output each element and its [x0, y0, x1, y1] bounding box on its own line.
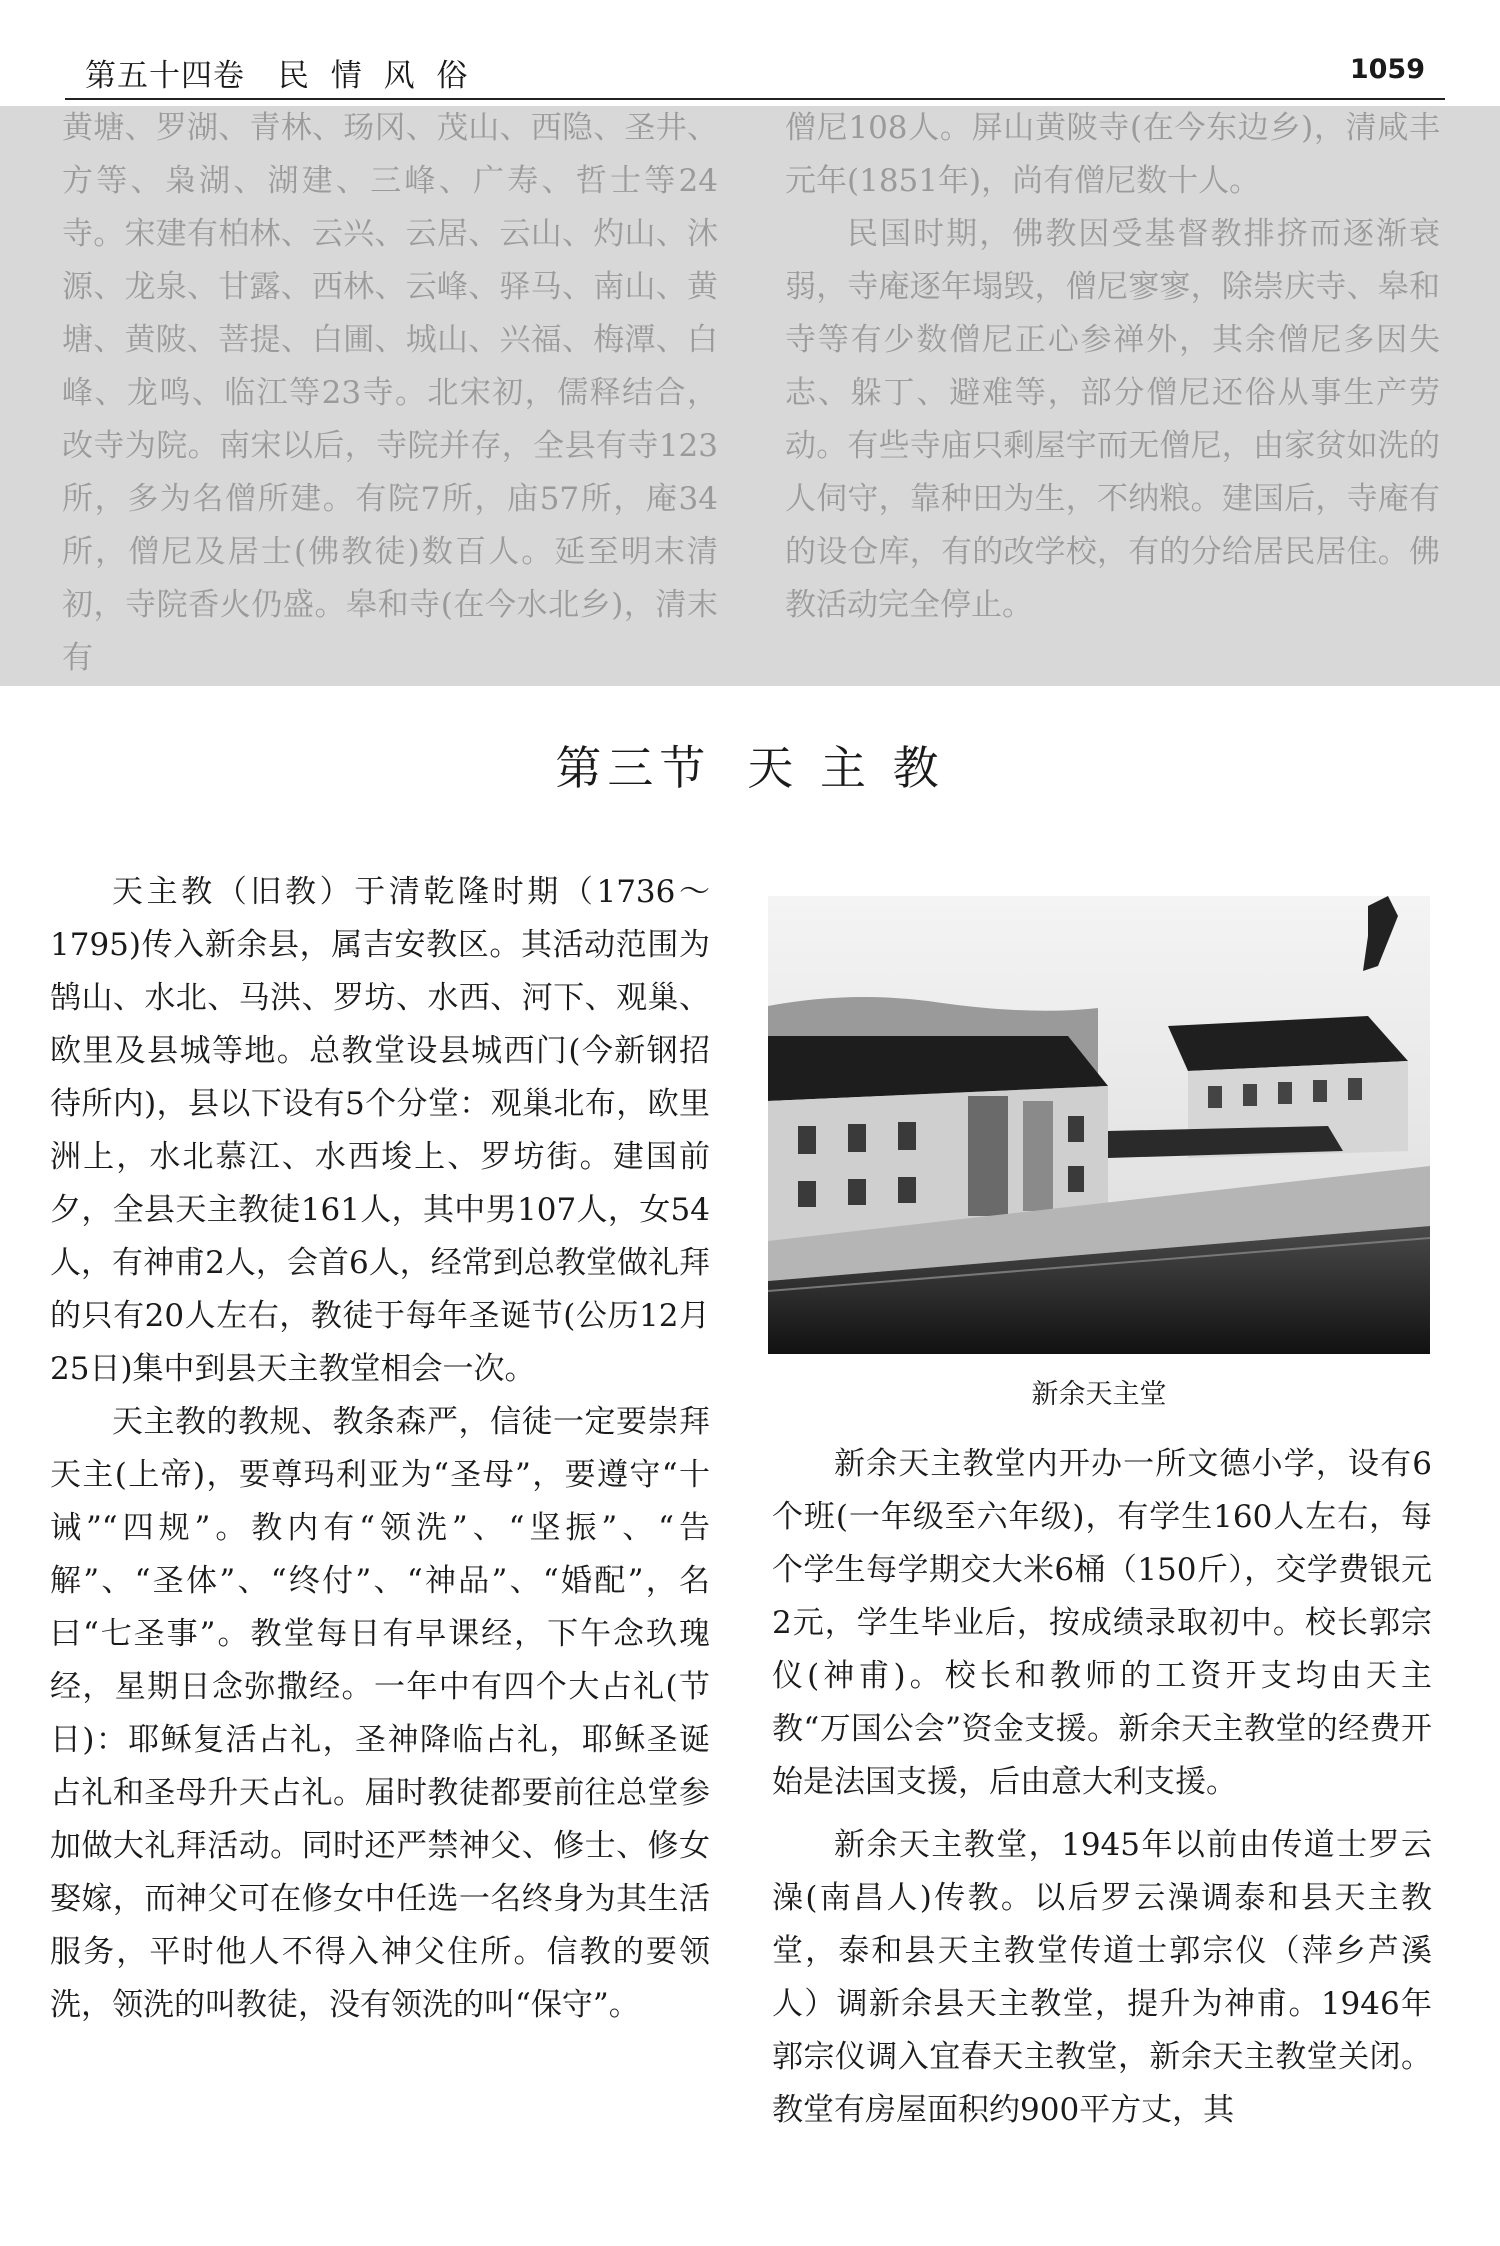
photo-caption: 新余天主堂	[1031, 1379, 1167, 1410]
shaded-right-column	[785, 102, 1440, 632]
shaded-left-paragraph: 黄塘、罗湖、青林、玚冈、茂山、西隐、圣井、方等、枭湖、湖建、三峰、广寿、哲士等24寺。宋建有柏林、云兴、云居、云山、灼山、沐源、龙泉、甘露、西林、云峰、驿马、南山、黄塘、黄陂、菩提、白圃、城山、兴福、梅潭、白峰、龙鸣、临江等23寺。北宋初，儒释结合，改寺为院。南宋以后，寺院并存，全县有寺123所，多为名僧所建。有院7所，庙57所，庵34所，僧尼及居士(佛教徒)数百人。延至明末清初，寺院香火仍盛。皋和寺(在今水北乡)，清末有	[62, 110, 718, 676]
section-title	[0, 732, 1500, 798]
church-photo-illustration	[768, 896, 1430, 1354]
body-right-column	[772, 1438, 1432, 2137]
body-left-column	[50, 866, 710, 2032]
running-header	[65, 48, 1445, 100]
body-paragraph: 天主教的教规、教条森严，信徒一定要崇拜天主(上帝)，要尊玛利亚为“圣母”，要遵守“十诫”“四规”。教内有“领洗”、“坚振”、“告解”、“圣体”、“终付”、“神品”、“婚配”，名曰“七圣事”。教堂每日有早课经，下午念玖瑰经，星期日念弥撒经。一年中有四个大占礼(节日)：耶稣复活占礼，圣神降临占礼，耶稣圣诞占礼和圣母升天占礼。届时教徒都要前往总堂参加做大礼拜活动。同时还严禁神父、修士、修女娶嫁，而神父可在修女中任选一名终身为其生活服务，平时他人不得入神父住所。信教的要领洗，领洗的叫教徒，没有领洗的叫“保守”。	[50, 1404, 710, 2023]
shaded-left-column	[62, 102, 718, 685]
body-paragraph: 新余天主教堂内开办一所文德小学，设有6个班(一年级至六年级)，有学生160人左右，每个学生每学期交大米6桶（150斤），交学费银元2元，学生毕业后，按成绩录取初中。校长郭宗仪(神甫)。校长和教师的工资开支均由天主教“万国公会”资金支援。新余天主教堂的经费开始是法国支援，后由意大利支援。	[772, 1446, 1432, 1800]
church-photo	[768, 896, 1430, 1354]
section-name: 天 主 教	[747, 741, 945, 795]
section-category: 民 情 风 俗	[277, 58, 474, 94]
section-number: 第三节	[555, 741, 712, 795]
volume-label: 第五十四卷	[85, 58, 245, 94]
shaded-right-paragraph: 僧尼108人。屏山黄陂寺(在今东边乡)，清咸丰元年(1851年)，尚有僧尼数十人。	[785, 110, 1440, 199]
shaded-text-block	[0, 106, 1500, 686]
page-number: 1059	[1349, 54, 1425, 85]
body-paragraph: 天主教（旧教）于清乾隆时期（1736～1795)传入新余县，属吉安教区。其活动范围为鹄山、水北、马洪、罗坊、水西、河下、观巢、欧里及县城等地。总教堂设县城西门(今新钢招待所内)，县以下设有5个分堂：观巢北布，欧里洲上，水北慕江、水西埈上、罗坊街。建国前夕，全县天主教徒161人，其中男107人，女54人，有神甫2人，会首6人，经常到总教堂做礼拜的只有20人左右，教徒于每年圣诞节(公历12月25日)集中到县天主教堂相会一次。	[50, 874, 710, 1387]
body-paragraph: 新余天主教堂，1945年以前由传道士罗云澡(南昌人)传教。以后罗云澡调泰和县天主教堂，泰和县天主教堂传道士郭宗仪（萍乡芦溪人）调新余县天主教堂，提升为神甫。1946年郭宗仪调入宜春天主教堂，新余天主教堂关闭。教堂有房屋面积约900平方丈，其	[772, 1827, 1433, 2128]
header-left	[85, 50, 473, 95]
shaded-right-paragraph: 民国时期，佛教因受基督教排挤而逐渐衰弱，寺庵逐年塌毁，僧尼寥寥，除崇庆寺、皋和寺等有少数僧尼正心参禅外，其余僧尼多因失志、躲丁、避难等，部分僧尼还俗从事生产劳动。有些寺庙只剩屋宇而无僧尼，由家贫如洗的人伺守，靠种田为生，不纳粮。建国后，寺庵有的设仓库，有的改学校，有的分给居民居住。佛教活动完全停止。	[785, 216, 1440, 623]
